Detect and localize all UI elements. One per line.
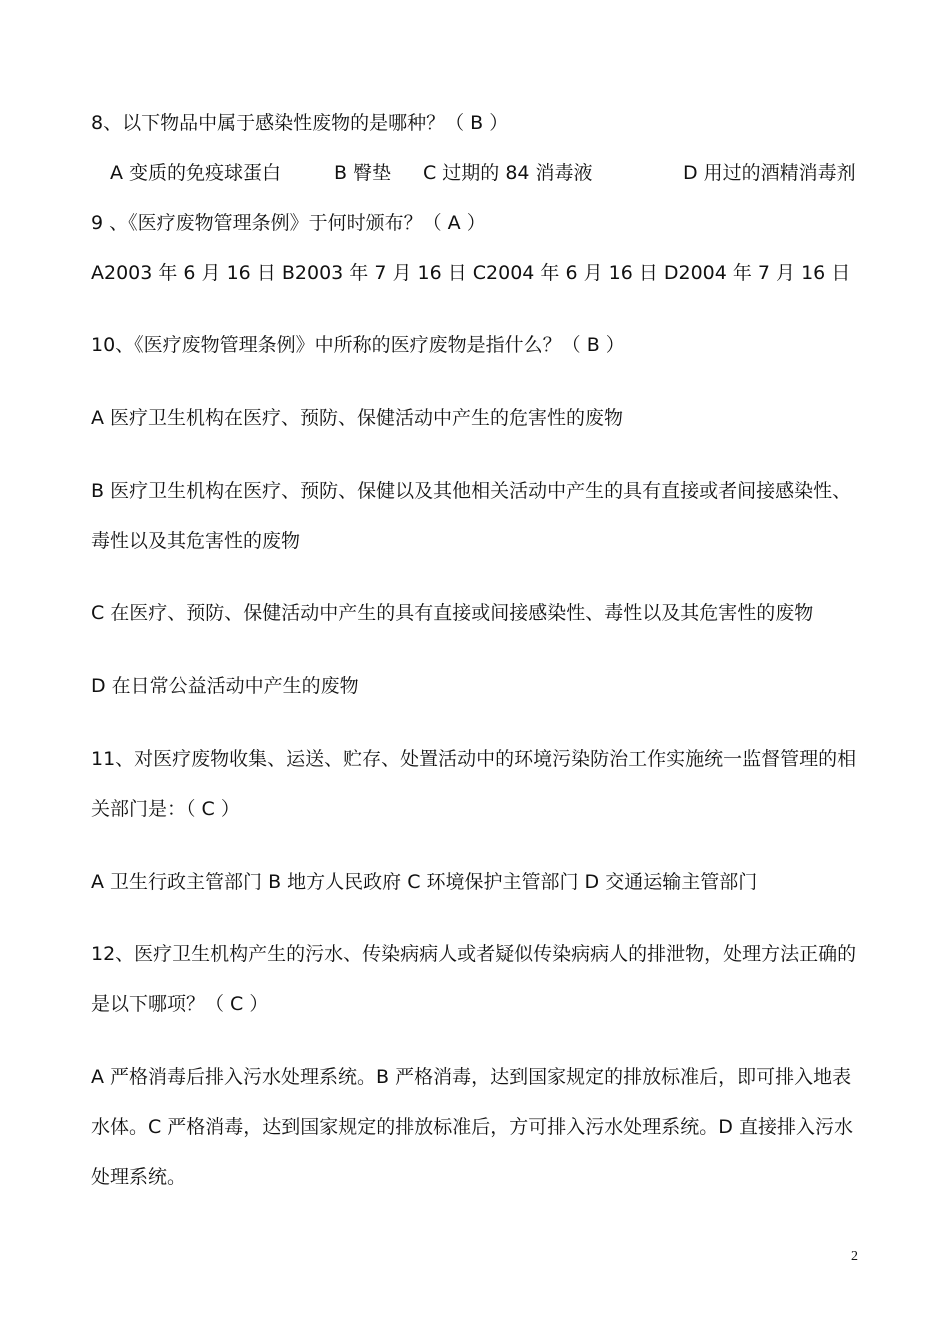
question-8-option-d: D 用过的酒精消毒剂 xyxy=(683,162,856,184)
question-11-options: A 卫生行政主管部门 B 地方人民政府 C 环境保护主管部门 D 交通运输主管部门 xyxy=(91,871,758,893)
question-12-options-line2: 水体。C 严格消毒，达到国家规定的排放标准后，方可排入污水处理系统。D 直接排入污水 xyxy=(91,1116,853,1138)
question-11-stem-line2: 关部门是：（ C ） xyxy=(91,798,240,820)
question-12-stem-line1: 12、医疗卫生机构产生的污水、传染病病人或者疑似传染病病人的排泄物，处理方法正确的 xyxy=(91,943,857,965)
question-10-stem: 10、《医疗废物管理条例》中所称的医疗废物是指什么？（ B ） xyxy=(91,334,625,356)
question-11-stem-line1: 11、对医疗废物收集、运送、贮存、处置活动中的环境污染防治工作实施统一监督管理的相 xyxy=(91,748,857,770)
question-10-option-b-line2: 毒性以及其危害性的废物 xyxy=(91,530,301,552)
question-12-options-line1: A 严格消毒后排入污水处理系统。B 严格消毒，达到国家规定的排放标准后，即可排入地表 xyxy=(91,1066,852,1088)
question-8-option-c: C 过期的 84 消毒液 xyxy=(423,162,593,184)
question-8-stem: 8、以下物品中属于感染性废物的是哪种？（ B ） xyxy=(91,112,509,134)
question-10-option-d: D 在日常公益活动中产生的废物 xyxy=(91,675,359,697)
question-8-option-a: A 变质的免疫球蛋白 xyxy=(110,162,282,184)
question-12-options-line3: 处理系统。 xyxy=(91,1166,187,1188)
question-10-option-c: C 在医疗、预防、保健活动中产生的具有直接或间接感染性、毒性以及其危害性的废物 xyxy=(91,602,814,624)
question-9-options: A2003 年 6 月 16 日 B2003 年 7 月 16 日 C2004 年 6 月 16 日 D2004 年 7 月 16 日 xyxy=(91,262,851,284)
question-10-option-a: A 医疗卫生机构在医疗、预防、保健活动中产生的危害性的废物 xyxy=(91,407,624,429)
question-9-stem: 9 、《医疗废物管理条例》于何时颁布？（ A ） xyxy=(91,212,486,234)
question-8-option-b: B 臀垫 xyxy=(334,162,392,184)
question-12-stem-line2: 是以下哪项？（ C ） xyxy=(91,993,269,1015)
question-10-option-b-line1: B 医疗卫生机构在医疗、预防、保健以及其他相关活动中产生的具有直接或者间接感染性、 xyxy=(91,480,852,502)
page-number: 2 xyxy=(851,1249,858,1264)
